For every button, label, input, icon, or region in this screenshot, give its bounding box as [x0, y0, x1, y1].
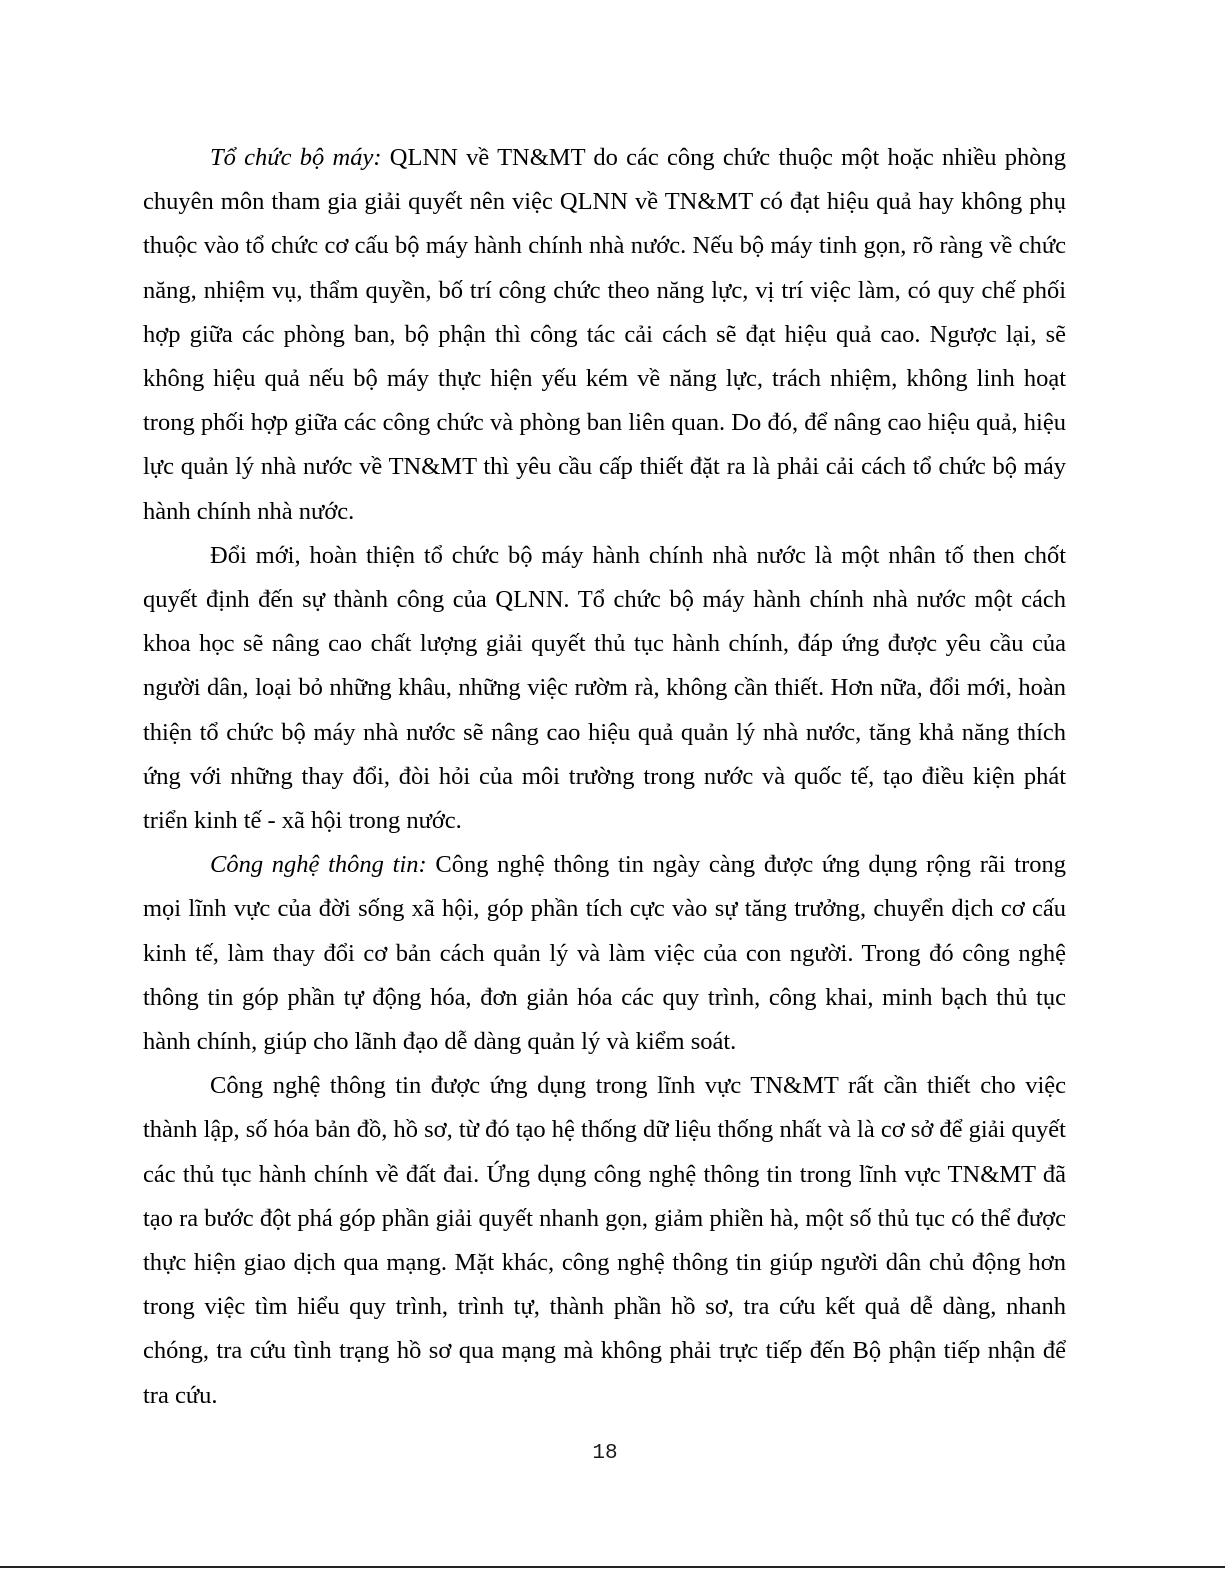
paragraph-information-technology [143, 843, 1066, 1064]
paragraph-text-it: Công nghệ thông tin ngày càng được ứng dụng rộng rãi trong mọi lĩnh vực của đời sống xã hội, góp phần tích cực vào sự tăng trưởng, chuyển dịch cơ cấu kinh tế, làm thay đổi cơ bản cách quản lý và làm việc của con người. Trong đó công nghệ thông tin góp phần tự động hóa, đơn giản hóa các quy trình, công khai, minh bạch thủ tục hành chính, giúp cho lãnh đạo dễ dàng quản lý và kiểm soát. [143, 851, 1066, 1056]
paragraph-it-application [143, 1064, 1066, 1418]
paragraph-text-it-application: Công nghệ thông tin được ứng dụng trong lĩnh vực TN&MT rất cần thiết cho việc thành lập, số hóa bản đồ, hồ sơ, từ đó tạo hệ thống dữ liệu thống nhất và là cơ sở để giải quyết các thủ tục hành chính về đất đai. Ứng dụng công nghệ thông tin trong lĩnh vực TN&MT đã tạo ra bước đột phá góp phần giải quyết nhanh gọn, giảm phiền hà, một số thủ tục có thể được thực hiện giao dịch qua mạng. Mặt khác, công nghệ thông tin giúp người dân chủ động hơn trong việc tìm hiểu quy trình, trình tự, thành phần hồ sơ, tra cứu kết quả dễ dàng, nhanh chóng, tra cứu tình trạng hồ sơ qua mạng mà không phải trực tiếp đến Bộ phận tiếp nhận để tra cứu. [143, 1072, 1066, 1409]
paragraph-organization-structure [143, 136, 1066, 534]
paragraph-lead-it: Công nghệ thông tin: [210, 851, 427, 879]
paragraph-lead-organization: Tổ chức bộ máy: [210, 144, 382, 171]
page-bottom-rule [0, 1566, 1225, 1568]
paragraph-text-organization: QLNN về TN&MT do các công chức thuộc một hoặc nhiều phòng chuyên môn tham gia giải quyết nên việc QLNN về TN&MT có đạt hiệu quả hay không phụ thuộc vào tổ chức cơ cấu bộ máy hành chính nhà nước. Nếu bộ máy tinh gọn, rõ ràng về chức năng, nhiệm vụ, thẩm quyền, bố trí công chức theo năng lực, vị trí việc làm, có quy chế phối hợp giữa các phòng ban, bộ phận thì công tác cải cách sẽ đạt hiệu quả cao. Ngược lại, sẽ không hiệu quả nếu bộ máy thực hiện yếu kém về năng lực, trách nhiệm, không linh hoạt trong phối hợp giữa các công chức và phòng ban liên quan. Do đó, để nâng cao hiệu quả, hiệu lực quản lý nhà nước về TN&MT thì yêu cầu cấp thiết đặt ra là phải cải cách tổ chức bộ máy hành chính nhà nước. [143, 144, 1067, 525]
page-number: 18 [592, 1442, 618, 1465]
paragraph-text-reform: Đổi mới, hoàn thiện tổ chức bộ máy hành chính nhà nước là một nhân tố then chốt quyết định đến sự thành công của QLNN. Tổ chức bộ máy hành chính nhà nước một cách khoa học sẽ nâng cao chất lượng giải quyết thủ tục hành chính, đáp ứng được yêu cầu của người dân, loại bỏ những khâu, những việc rườm rà, không cần thiết. Hơn nữa, đổi mới, hoàn thiện tổ chức bộ máy nhà nước sẽ nâng cao hiệu quả quản lý nhà nước, tăng khả năng thích ứng với những thay đổi, đòi hỏi của môi trường trong nước và quốc tế, tạo điều kiện phát triển kinh tế - xã hội trong nước. [143, 541, 1066, 835]
body-text [143, 136, 1066, 1418]
paragraph-reform-apparatus [143, 534, 1066, 843]
